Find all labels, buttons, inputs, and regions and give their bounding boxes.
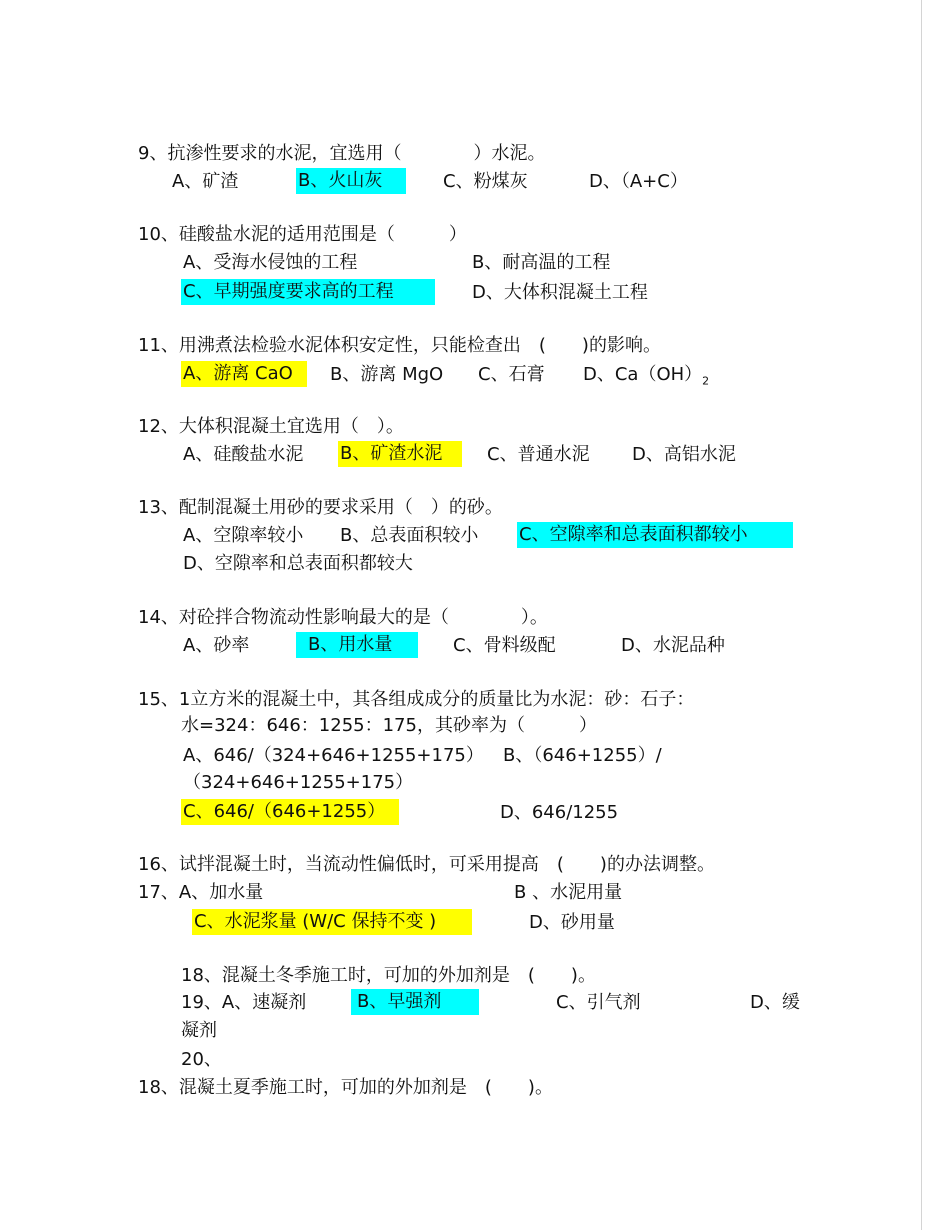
q10-option-a: A、受海水侵蚀的工程	[183, 252, 358, 273]
q10-option-b: B、耐高温的工程	[472, 252, 611, 273]
q19-option-b	[351, 989, 479, 1015]
q13-option-d: D、空隙率和总表面积都较大	[183, 553, 413, 574]
q13-option-a: A、空隙率较小	[183, 525, 304, 546]
q15-option-b-continued: （324+646+1255+175）	[183, 772, 414, 793]
q19-option-a: 19、A、速凝剂	[181, 992, 307, 1013]
q15-stem-line1: 15、1立方米的混凝土中，其各组成成分的质量比为水泥：砂：石子：	[138, 689, 695, 710]
q11-option-a	[181, 361, 307, 387]
q10-stem: 10、硅酸盐水泥的适用范围是（ ）	[138, 224, 467, 245]
q14-option-b	[296, 632, 418, 658]
q10-option-c	[181, 279, 435, 305]
q9-option-b	[296, 168, 406, 194]
q19-option-c: C、引气剂	[556, 992, 641, 1013]
q17-option-c	[192, 909, 472, 935]
q12-option-d: D、高铝水泥	[632, 444, 736, 465]
q9-stem: 9、抗渗性要求的水泥，宜选用（ ）水泥。	[138, 143, 546, 164]
q17-option-a: 17、A、加水量	[138, 882, 264, 903]
q15-option-a: A、646/（324+646+1255+175）	[183, 745, 484, 766]
answer-highlight: C、空隙率和总表面积都较小	[517, 522, 793, 548]
q18b-stem: 18、混凝土夏季施工时，可加的外加剂是 ( )。	[138, 1077, 553, 1098]
answer-highlight: B、火山灰	[296, 168, 406, 194]
q17-option-b: B 、水泥用量	[514, 882, 623, 903]
q11-option-d-text: D、Ca（OH）	[583, 364, 703, 385]
q11-subscript: 2	[702, 374, 710, 388]
q16-stem: 16、试拌混凝土时，当流动性偏低时，可采用提高 ( )的办法调整。	[138, 854, 715, 875]
q12-stem: 12、大体积混凝土宜选用（ ）。	[138, 416, 404, 437]
q9-option-a: A、矿渣	[172, 171, 239, 192]
q15-option-d: D、646/1255	[500, 802, 619, 823]
q12-option-a: A、硅酸盐水泥	[183, 444, 304, 465]
q15-stem-line2: 水=324：646：1255：175，其砂率为（ ）	[181, 715, 597, 736]
answer-highlight: C、646/（646+1255）	[181, 799, 399, 825]
q13-option-b: B、总表面积较小	[340, 525, 479, 546]
q14-option-a: A、砂率	[183, 635, 250, 656]
q14-option-d: D、水泥品种	[621, 635, 725, 656]
q19-option-d-continued: 凝剂	[181, 1020, 217, 1041]
q19-option-d: D、缓	[750, 992, 800, 1013]
q14-option-c: C、骨料级配	[453, 635, 556, 656]
q14-stem: 14、对砼拌合物流动性影响最大的是（ ）。	[138, 607, 548, 628]
q11-option-b: B、游离 MgO	[330, 364, 444, 385]
q11-option-d	[583, 363, 709, 394]
q17-option-d: D、砂用量	[529, 912, 615, 933]
answer-highlight: C、水泥浆量 (W/C 保持不变 )	[192, 909, 472, 935]
page-edge	[921, 0, 922, 1230]
q9-option-d: D、（A+C）	[589, 171, 688, 192]
q13-option-c	[517, 522, 793, 548]
answer-highlight: B、用水量	[296, 632, 418, 658]
q15-option-b: B、（646+1255）/	[503, 745, 662, 766]
q15-option-c	[181, 799, 399, 825]
q12-option-c: C、普通水泥	[487, 444, 590, 465]
answer-highlight: A、游离 CaO	[181, 361, 307, 387]
q10-option-d: D、大体积混凝土工程	[472, 282, 648, 303]
answer-highlight: B、早强剂	[351, 989, 479, 1015]
answer-highlight: B、矿渣水泥	[338, 441, 462, 467]
q11-stem: 11、用沸煮法检验水泥体积安定性，只能检查出 ( )的影响。	[138, 335, 661, 356]
q20-number: 20、	[181, 1049, 222, 1070]
q13-stem: 13、配制混凝土用砂的要求采用（ ）的砂。	[138, 497, 503, 518]
q18-stem: 18、混凝土冬季施工时，可加的外加剂是 ( )。	[181, 965, 596, 986]
q12-option-b	[338, 441, 462, 467]
answer-highlight: C、早期强度要求高的工程	[181, 279, 435, 305]
q9-option-c: C、粉煤灰	[443, 171, 528, 192]
q11-option-c: C、石膏	[478, 364, 545, 385]
